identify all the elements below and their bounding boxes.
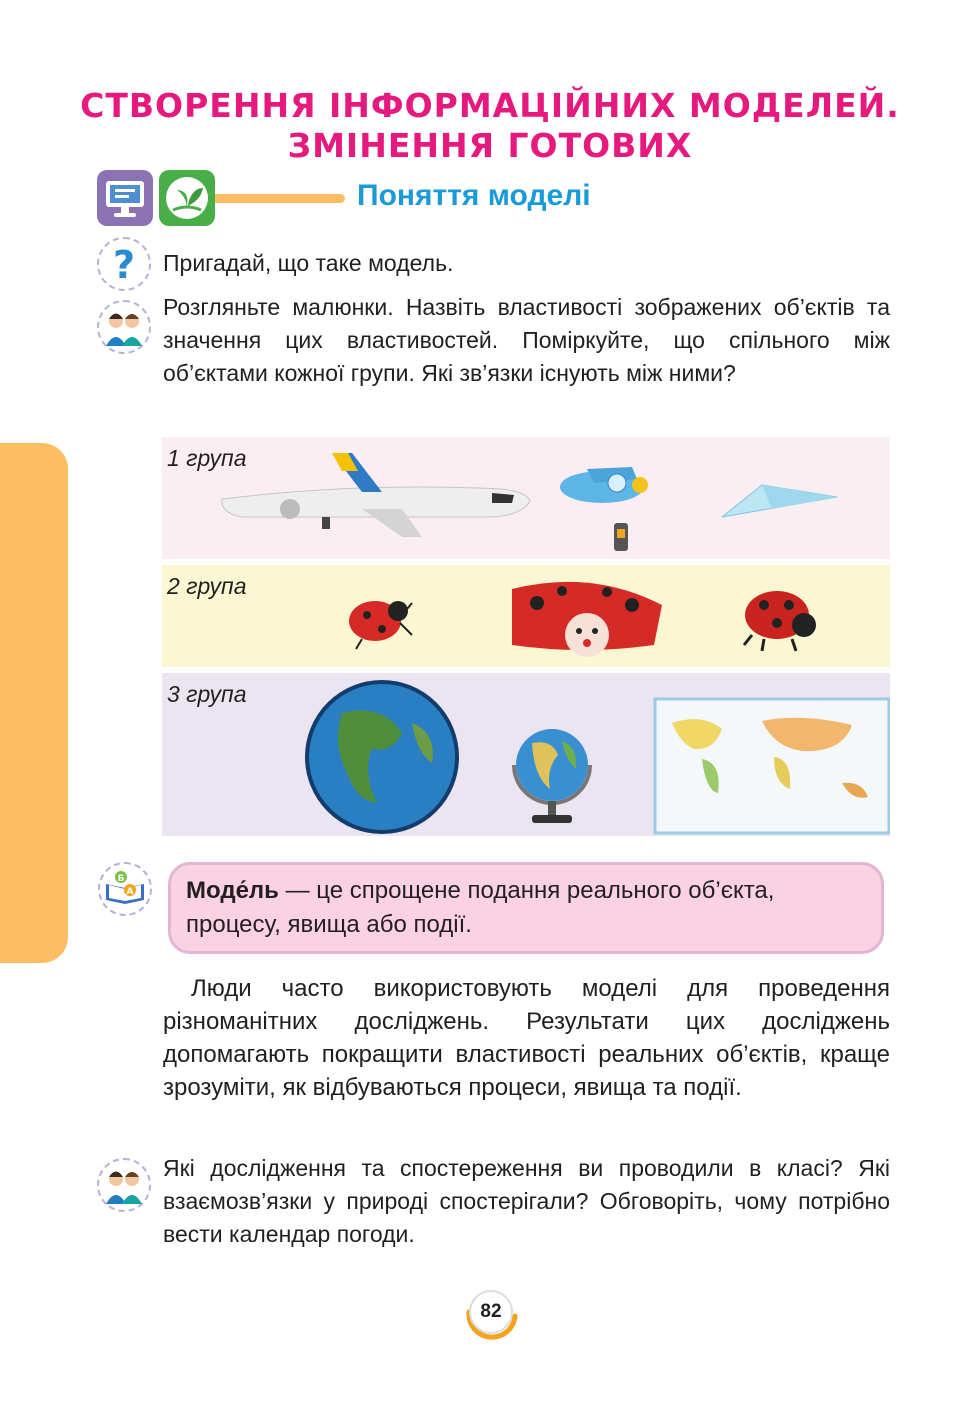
group-3-panel (162, 673, 890, 836)
page-number: 82 (469, 1290, 513, 1334)
group-1-label: 1 група (167, 445, 247, 471)
globe-image (514, 729, 590, 823)
toy-airplane-image (560, 467, 648, 551)
group-1-panel (162, 437, 890, 559)
discussion-text: Які дослідження та спостереження ви проводили в класі? Які взаємозв’язки у природі спостерігали? Обговоріть, чому потрібно вести календар погоди. (163, 1155, 890, 1247)
definition-text (186, 874, 870, 942)
world-map-image (655, 699, 889, 833)
side-tab (0, 443, 68, 963)
pupils-icon (97, 300, 151, 354)
page-title (60, 86, 920, 166)
section-heading: Поняття моделі (357, 179, 591, 212)
book-letter-top: Б (117, 874, 125, 884)
paper-airplane-image (722, 485, 837, 517)
ladybug-pillow-image (512, 582, 662, 657)
group-3-label: 3 група (167, 681, 247, 707)
question-text: Пригадай, що таке модель. (163, 250, 454, 276)
clay-ladybug-image (744, 591, 816, 651)
body-paragraph: Люди часто використовують моделі для проведення різноманітних досліджень. Результати цих досліджень допомагають покращити властивості реальних об’єктів, краще зрозуміти, як відбуваються процеси, явища та події. (163, 975, 890, 1101)
definition-body: — це спрощене подання реального об’єкта, процесу, явища або події. (186, 877, 775, 938)
earth-planet-image (307, 682, 457, 832)
sprout-leaf-icon (159, 170, 215, 226)
title-line-1: СТВОРЕННЯ ІНФОРМАЦІЙНИХ МОДЕЛЕЙ. (80, 86, 900, 125)
definition-term: Моде́ль (186, 877, 279, 904)
task-text: Розгляньте малюнки. Назвіть властивості зображених об’єктів та значення цих властивостей. Поміркуйте, що спільного між об’єктами кожної групи. Які зв’язки існують між ними? (163, 294, 890, 386)
heading-accent-line (215, 194, 345, 203)
alphabet-book-icon (98, 862, 152, 916)
group-2-panel (162, 565, 890, 667)
ladybug-image (349, 601, 412, 649)
title-line-2: ЗМІНЕННЯ ГОТОВИХ (287, 126, 693, 165)
book-letter-bottom: А (126, 887, 134, 897)
computer-monitor-icon (97, 170, 153, 226)
pupils-discussion-icon (97, 1158, 151, 1212)
group-2-label: 2 група (167, 573, 247, 599)
airplane-image (222, 453, 530, 537)
page-number-badge (463, 1286, 521, 1344)
svg-text:?: ? (112, 243, 136, 287)
question-mark-icon (97, 237, 151, 291)
